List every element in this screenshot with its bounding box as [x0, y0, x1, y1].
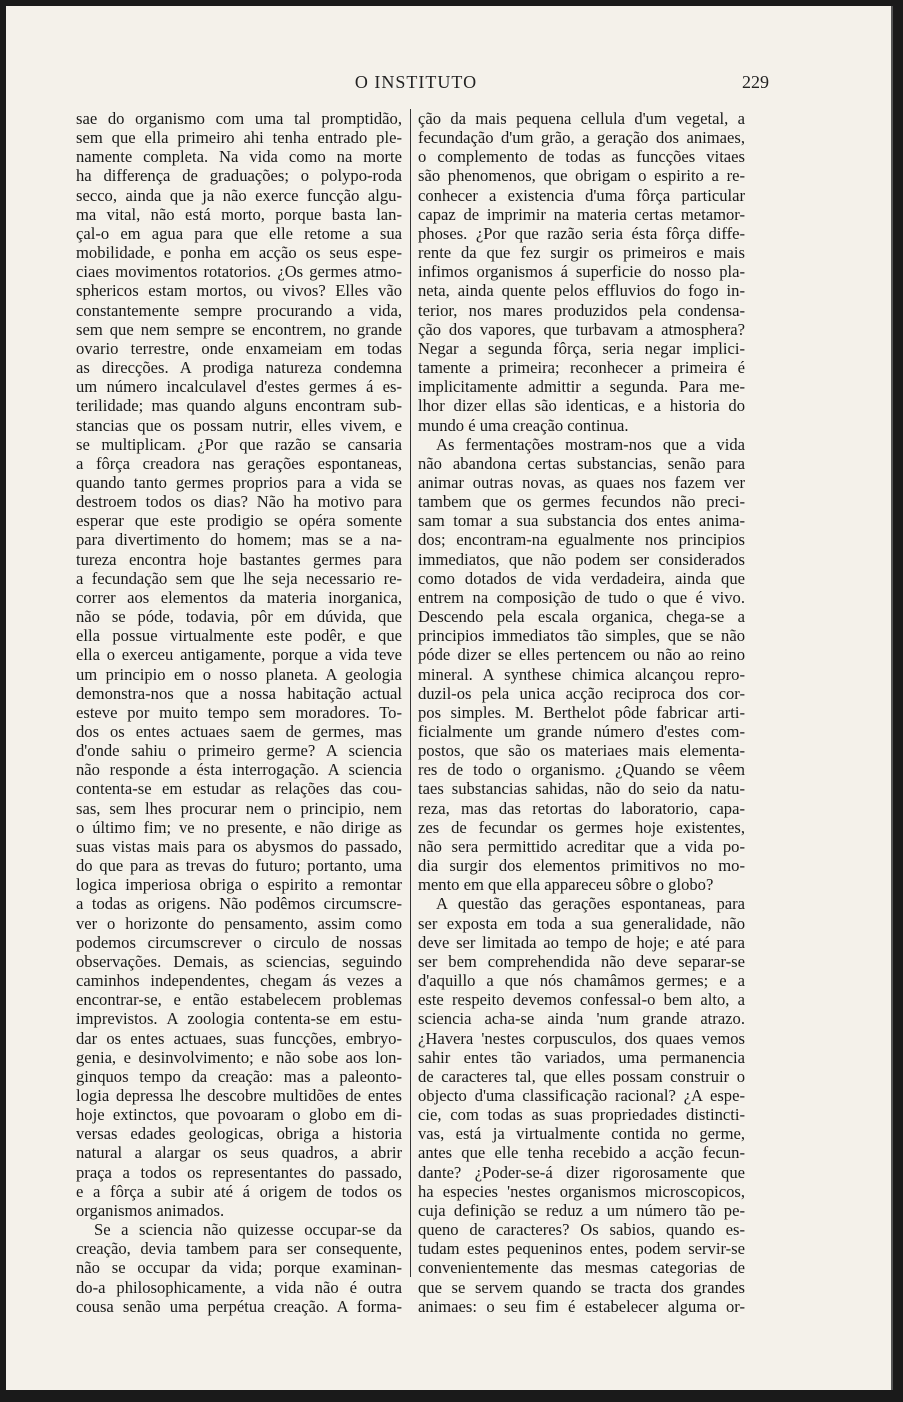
text-line: um número incalculavel d'estes germes á es-: [76, 377, 402, 397]
text-line: res de todo o organismo. ¿Quando se vêem: [418, 760, 745, 780]
text-line: um principio em o nosso planeta. A geologia: [76, 664, 402, 684]
text-line: logica imperiosa obriga o espirito a remontar: [76, 875, 402, 895]
text-line: d'aquillo a que nós chamâmos germes; e a: [418, 971, 745, 991]
text-line: esteve por muito tempo sem moradores. To-: [76, 702, 402, 722]
text-line: lhor dizer ellas são identicas, e a historia do: [418, 396, 745, 416]
text-line: mundo é uma creação continua.: [418, 415, 629, 435]
text-line: póde dizer se elles pertencem ou não ao reino: [418, 645, 745, 665]
text-line: animaes: o seu fim é estabelecer alguma or-: [418, 1296, 745, 1316]
text-line: a todas as origens. Não podêmos circumscre-: [76, 894, 402, 914]
text-line: caminhos independentes, chegam ás vezes a: [76, 971, 402, 991]
text-line: dos os entes actuaes saem de germes, mas: [76, 722, 402, 741]
text-line: que se servem quando se tracta dos grandes: [418, 1277, 745, 1297]
text-line: principios immediatos tão simples, que se não: [418, 626, 745, 646]
text-line: versas edades geologicas, obriga a historia: [76, 1124, 402, 1144]
text-line: tureza encontra hoje bastantes germes para: [76, 549, 402, 569]
text-line: sam tomar a sua substancia dos entes anima-: [418, 511, 745, 531]
text-line: cousa senão uma perpétua creação. A forma-: [76, 1296, 402, 1316]
text-line: do-a philosophicamente, a vida não é outra: [76, 1277, 402, 1297]
page-number: 229: [742, 72, 769, 92]
book-page: [6, 6, 893, 1390]
text-line: capaz de imprimir na materia certas metamor-: [418, 204, 745, 224]
text-line: ha especies 'nestes organismos microscopicos,: [418, 1181, 745, 1201]
text-line: dar os entes actuaes, suas funcções, embryo-: [76, 1028, 402, 1048]
text-line: ver o horizonte do pensamento, assim como: [76, 913, 402, 933]
text-line: mineral. A synthese chimica alcançou repro-: [418, 664, 745, 684]
text-line: stancias que os possam nutrir, elles vivem, e: [76, 415, 402, 435]
text-line: o último fim; ve no presente, e não dirige as: [76, 817, 402, 837]
column-divider: [410, 109, 411, 1277]
text-line: sem que ella primeiro ahi tenha entrado ple-: [76, 128, 402, 148]
text-line: a fôrça creadora nas gerações espontaneas,: [76, 453, 402, 473]
text-line: infimos organismos á superficie do nosso pla-: [418, 262, 745, 282]
text-line: ovario terrestre, onde enxameiam em todas: [76, 338, 402, 358]
text-line: A questão das gerações espontaneas, para: [436, 894, 745, 914]
text-line: ção dos vapores, que turbavam a atmosphera?: [418, 319, 745, 339]
text-line: do que para as trevas do futuro; portanto, uma: [76, 856, 402, 876]
text-line: praça a todos os representantes do passado,: [76, 1162, 402, 1182]
running-header-title: O INSTITUTO: [354, 72, 478, 92]
text-line: terilidade; mas quando alguns encontram sub-: [76, 396, 402, 416]
text-line: imprevistos. A zoologia contenta-se em estu-: [76, 1009, 402, 1029]
text-line: ella possue virtualmente este podêr, e que: [76, 626, 402, 646]
text-line: tambem que os germes fecundos não preci-: [418, 492, 745, 512]
text-line: as direcções. A prodiga natureza condemna: [76, 358, 402, 378]
text-line: sahir entes tão variados, uma permanencia: [418, 1047, 745, 1067]
text-line: correr aos elementos da materia inorganica,: [76, 587, 402, 607]
text-line: namente completa. Na vida como na morte: [76, 147, 402, 167]
text-line: duzil-os pela unica acção reciproca dos cor-: [418, 683, 745, 703]
text-line: ha differença de graduações; o polypo-roda: [76, 166, 402, 186]
text-line: tudam estes pequeninos entes, podem servir-se: [418, 1239, 745, 1259]
text-line: não abandona certas substancias, senão para: [418, 453, 745, 473]
text-line: ciaes movimentos rotatorios. ¿Os germes atmo-: [76, 262, 402, 282]
text-line: postos, que são os materiaes mais elementa-: [418, 741, 745, 761]
text-line: immediatos, que não podem ser considerados: [418, 549, 745, 569]
text-line: ficialmente um grande número d'estes com-: [418, 722, 745, 741]
text-line: queno de caracteres? Os sabios, quando es-: [418, 1220, 745, 1240]
text-line: zes de fecundar os germes hoje existentes,: [418, 817, 745, 837]
text-line: mento em que ella appareceu sôbre o globo?: [418, 875, 714, 895]
text-line: organismos animados.: [76, 1200, 225, 1220]
text-line: neta, ainda quente pelos effluvios do fogo in-: [418, 281, 745, 301]
text-line: creação, devia tambem para ser consequente,: [76, 1239, 402, 1259]
text-line: demonstra-nos que a nossa habitação actual: [76, 683, 402, 703]
text-line: de caracteres tal, que elles possam construir o: [418, 1066, 745, 1086]
text-line: entrem na composição de tudo o que é vivo.: [418, 587, 745, 607]
text-line: reza, mas das retortas do laboratorio, capa-: [418, 798, 745, 818]
text-line: phoses. ¿Por que razão seria ésta fôrça diffe-: [418, 223, 745, 243]
text-line: taes substancias sahidas, não do seio da natu-: [418, 779, 745, 799]
text-line: conhecer a existencia d'uma fôrça particular: [418, 185, 745, 205]
text-line: constantemente sempre procurando a vida,: [76, 300, 402, 320]
text-line: quando tanto germes proprios para a vida se: [76, 472, 402, 492]
text-line: d'onde sahiu o primeiro germe? A sciencia: [76, 741, 402, 761]
text-line: ella o exerceu antigamente, porque a vida teve: [76, 645, 402, 665]
text-line: são phenomenos, que obrigam o espirito a re-: [418, 166, 745, 186]
text-line: antes que elle tenha recebido a acção fecun-: [418, 1143, 745, 1163]
text-line: não se occupar da vida; porque examinan-: [76, 1258, 402, 1278]
text-line: este respeito devemos confessal-o bem alto, a: [418, 990, 745, 1010]
text-line: ser bem comprehendida não deve separar-se: [418, 951, 745, 971]
text-line: observações. Demais, as sciencias, seguindo: [76, 951, 402, 971]
text-line: dante? ¿Poder-se-á dizer rigorosamente que: [418, 1162, 745, 1182]
text-line: vas, está ja virtualmente contida no germe,: [418, 1124, 745, 1144]
text-line: sas, sem lhes procurar nem o principio, nem: [76, 798, 402, 818]
text-line: ¿Havera 'nestes corpusculos, dos quaes vemos: [418, 1028, 745, 1048]
right-text-column: [418, 109, 745, 1316]
text-line: terior, nos mares produzidos pela condensa-: [418, 300, 745, 320]
text-line: sphericos estam mortos, ou vivos? Elles vão: [76, 281, 402, 301]
text-line: natural a alargar os seus quadros, a abrir: [76, 1143, 402, 1163]
text-line: dia surgir dos elementos primitivos no mo-: [418, 856, 745, 876]
text-line: genia, e desinvolvimento; e não sobe aos lon-: [76, 1047, 402, 1067]
text-line: sciencia acha-se ainda 'num grande atrazo.: [418, 1009, 745, 1029]
text-line: esperar que este prodigio se opéra somente: [76, 511, 402, 531]
left-text-column: [76, 109, 402, 1316]
text-line: convenientemente das mesmas categorias de: [418, 1258, 745, 1278]
text-line: podemos circumscrever o circulo de nossas: [76, 932, 402, 952]
text-line: contenta-se em estudar as relações das cou-: [76, 779, 402, 799]
text-line: a fecundação sem que lhe seja necessario re-: [76, 568, 402, 588]
text-line: secco, ainda que ja não exerce funcção algu-: [76, 185, 402, 205]
text-line: cie, com todas as suas propriedades distincti-: [418, 1105, 745, 1125]
text-line: sae do organismo com uma tal promptidão,: [76, 109, 402, 128]
text-line: implicitamente admittir a segunda. Para me-: [418, 377, 745, 397]
text-line: ma vital, não está morto, porque basta lan-: [76, 204, 402, 224]
text-line: pos simples. M. Berthelot pôde fabricar arti-: [418, 702, 745, 722]
text-line: ser exposta em toda a sua generalidade, não: [418, 913, 745, 933]
text-line: As fermentações mostram-nos que a vida: [436, 434, 745, 454]
text-line: o complemento de todas as funcções vitaes: [418, 147, 745, 167]
text-line: mobilidade, e ponha em acção os seus espe-: [76, 243, 402, 263]
text-line: Descendo pela escala organica, chega-se a: [418, 607, 745, 627]
text-line: tamente a primeira; reconhecer a primeira é: [418, 358, 745, 378]
text-line: hoje extinctos, que povoaram o globo em di-: [76, 1105, 402, 1125]
text-line: e a fôrça a subir até á origem de todos os: [76, 1181, 402, 1201]
text-line: logia depressa lhe descobre multidões de entes: [76, 1085, 402, 1105]
page-inner: [6, 6, 891, 1390]
text-line: cuja definição se reduz a um número tão pe-: [418, 1200, 745, 1220]
text-line: fecundação d'um grão, a geração dos animaes,: [418, 128, 745, 148]
text-line: não sera permittido acreditar que a vida po-: [418, 836, 745, 856]
text-line: ginquos tempo da creação: mas a paleonto-: [76, 1066, 402, 1086]
text-line: objecto d'uma classificação racional? ¿A espe-: [418, 1085, 745, 1105]
text-line: Negar a segunda fôrça, seria negar implici-: [418, 338, 745, 358]
text-line: sem que nem sempre se encontrem, no grande: [76, 319, 402, 339]
text-line: deve ser limitada ao tempo de hoje; e até para: [418, 932, 745, 952]
text-line: não responde a ésta interrogação. A sciencia: [76, 760, 402, 780]
text-line: para divertimento do homem; mas se a na-: [76, 530, 402, 550]
text-line: dos; encontram-na egualmente nos principios: [418, 530, 745, 550]
text-line: rente da que fez surgir os primeiros e mais: [418, 243, 745, 263]
text-line: ção da mais pequena cellula d'um vegetal, a: [418, 109, 745, 128]
text-line: animar outras novas, as quaes nos fazem ver: [418, 472, 745, 492]
text-line: encontrar-se, e então estabelecem problemas: [76, 990, 402, 1010]
text-line: destroem todos os dias? Não ha motivo para: [76, 492, 402, 512]
text-line: como dotados de vida verdadeira, ainda que: [418, 568, 745, 588]
text-line: se multiplicam. ¿Por que razão se cansaria: [76, 434, 402, 454]
text-line: çal-o em agua para que elle retome a sua: [76, 223, 402, 243]
text-line: não se póde, todavia, pôr em dúvida, que: [76, 607, 402, 627]
text-line: Se a sciencia não quizesse occupar-se da: [94, 1220, 402, 1240]
text-line: suas vistas mais para os abysmos do passado,: [76, 836, 402, 856]
